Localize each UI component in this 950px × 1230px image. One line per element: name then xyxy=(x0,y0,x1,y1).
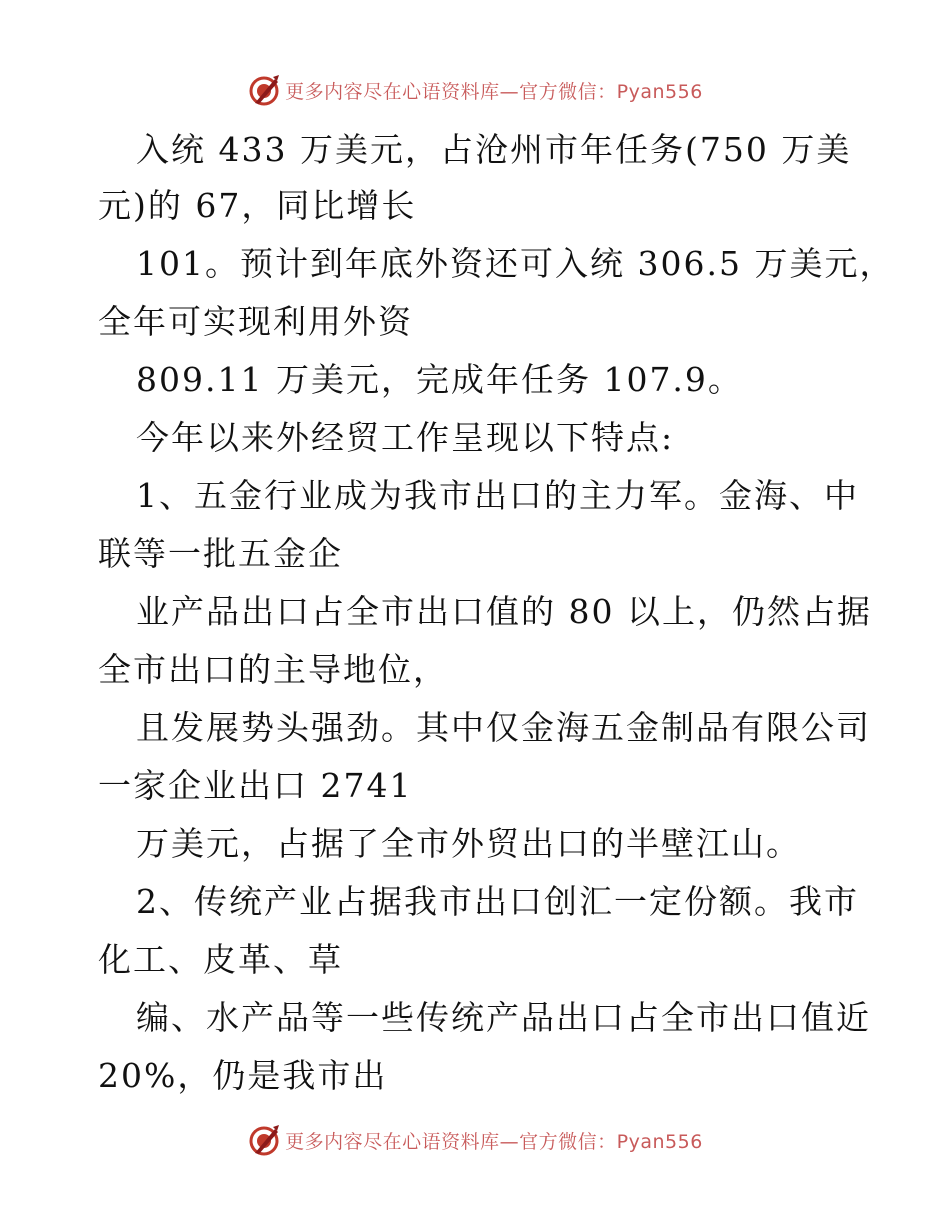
body-line: 一家企业出口 2741 xyxy=(98,766,413,805)
quill-pen-logo-icon xyxy=(247,1123,281,1157)
body-line: 全年可实现利用外资 xyxy=(98,302,413,341)
body-line: 万美元，占据了全市外贸出口的半壁江山。 xyxy=(136,824,801,863)
body-line: 元)的 67，同比增长 xyxy=(98,186,417,225)
body-line: 且发展势头强劲。其中仅金海五金制品有限公司 xyxy=(136,708,871,747)
body-line: 入统 433 万美元，占沧州市年任务(750 万美 xyxy=(136,130,852,169)
body-line: 今年以来外经贸工作呈现以下特点: xyxy=(136,418,675,457)
header-banner-text: 更多内容尽在心语资料库—官方微信：Pyan556 xyxy=(285,80,703,103)
body-line: 809.11 万美元，完成年任务 107.9。 xyxy=(136,360,743,399)
header-banner xyxy=(0,70,950,110)
body-line: 化工、皮革、草 xyxy=(98,940,343,979)
footer-banner-text: 更多内容尽在心语资料库—官方微信：Pyan556 xyxy=(285,1130,703,1153)
body-line: 联等一批五金企 xyxy=(98,534,343,573)
body-line: 业产品出口占全市出口值的 80 以上，仍然占据 xyxy=(136,592,872,631)
body-line: 20%，仍是我市出 xyxy=(98,1056,388,1095)
body-line: 全市出口的主导地位， xyxy=(98,650,448,689)
body-line: 2、传统产业占据我市出口创汇一定份额。我市 xyxy=(136,882,859,921)
footer-banner xyxy=(0,1120,950,1160)
quill-pen-logo-icon xyxy=(247,73,281,107)
body-line: 编、水产品等一些传统产品出口占全市出口值近 xyxy=(136,998,871,1037)
body-line: 101。预计到年底外资还可入统 306.5 万美元， xyxy=(136,244,895,283)
body-line: 1、五金行业成为我市出口的主力军。金海、中 xyxy=(136,476,859,515)
